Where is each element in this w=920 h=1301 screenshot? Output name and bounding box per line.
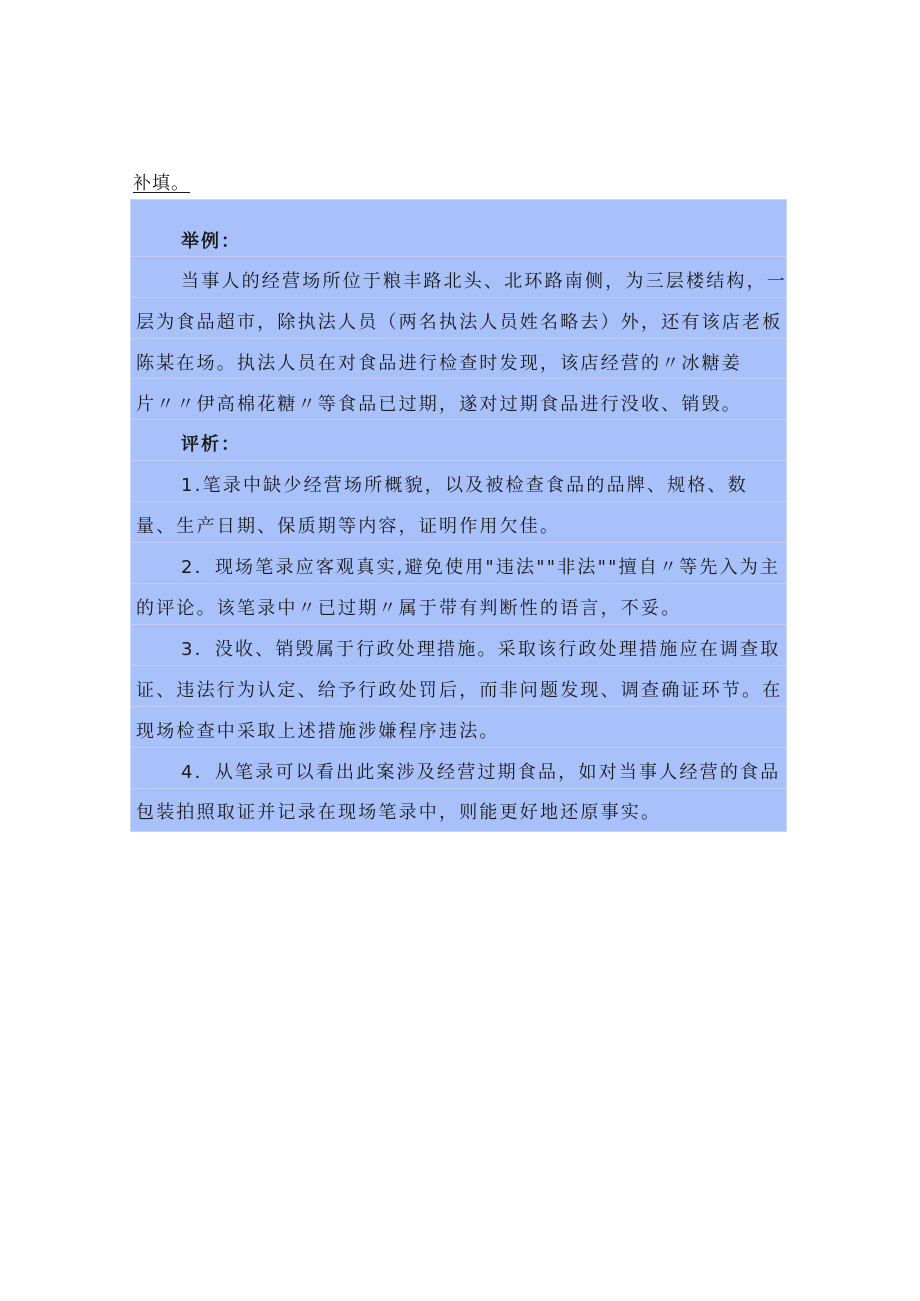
analysis-line: 现场检查中采取上述措施涉嫌程序违法。	[136, 721, 500, 742]
top-text: 补填。	[133, 173, 190, 194]
analysis-heading: 评析：	[181, 434, 241, 455]
row-divider	[131, 501, 786, 502]
analysis-line: 3．没收、销毁属于行政处理措施。采取该行政处理措施应在调查取	[181, 639, 781, 660]
example-heading: 举例：	[181, 231, 241, 252]
analysis-line: 4．从笔录可以看出此案涉及经营过期食品，如对当事人经营的食品	[181, 762, 781, 783]
row-divider	[131, 583, 786, 584]
row-divider	[131, 542, 786, 543]
analysis-line: 1.笔录中缺少经营场所概貌，以及被检查食品的品牌、规格、数	[181, 475, 748, 496]
example-line: 片〃〃伊高棉花糖〃等食品已过期，遂对过期食品进行没收、销毁。	[136, 394, 742, 415]
row-divider	[131, 788, 786, 789]
row-divider	[131, 419, 786, 420]
example-line: 陈某在场。执法人员在对食品进行检查时发现，该店经营的〃冰糖姜	[136, 353, 742, 374]
row-divider	[131, 624, 786, 625]
row-divider	[131, 706, 786, 707]
row-divider	[131, 747, 786, 748]
row-divider	[131, 256, 786, 257]
example-analysis-box	[130, 199, 787, 832]
analysis-line: 证、违法行为认定、给予行政处罚后，而非问题发现、调查确证环节。在	[136, 680, 783, 701]
row-divider	[131, 297, 786, 298]
row-divider	[131, 378, 786, 379]
row-divider	[131, 338, 786, 339]
example-line: 层为食品超市，除执法人员（两名执法人员姓名略去）外，还有该店老板	[136, 312, 783, 333]
analysis-line: 2．现场笔录应客观真实,避免使用"违法""非法""擅自〃等先入为主	[181, 557, 781, 578]
analysis-line: 量、生产日期、保质期等内容，证明作用欠佳。	[136, 516, 561, 537]
analysis-line: 的评论。该笔录中〃已过期〃属于带有判断性的语言，不妥。	[136, 598, 682, 619]
analysis-line: 包装拍照取证并记录在现场笔录中，则能更好地还原事实。	[136, 802, 662, 823]
example-line: 当事人的经营场所位于粮丰路北头、北环路南侧，为三层楼结构，一	[181, 271, 787, 292]
row-divider	[131, 460, 786, 461]
row-divider	[131, 665, 786, 666]
